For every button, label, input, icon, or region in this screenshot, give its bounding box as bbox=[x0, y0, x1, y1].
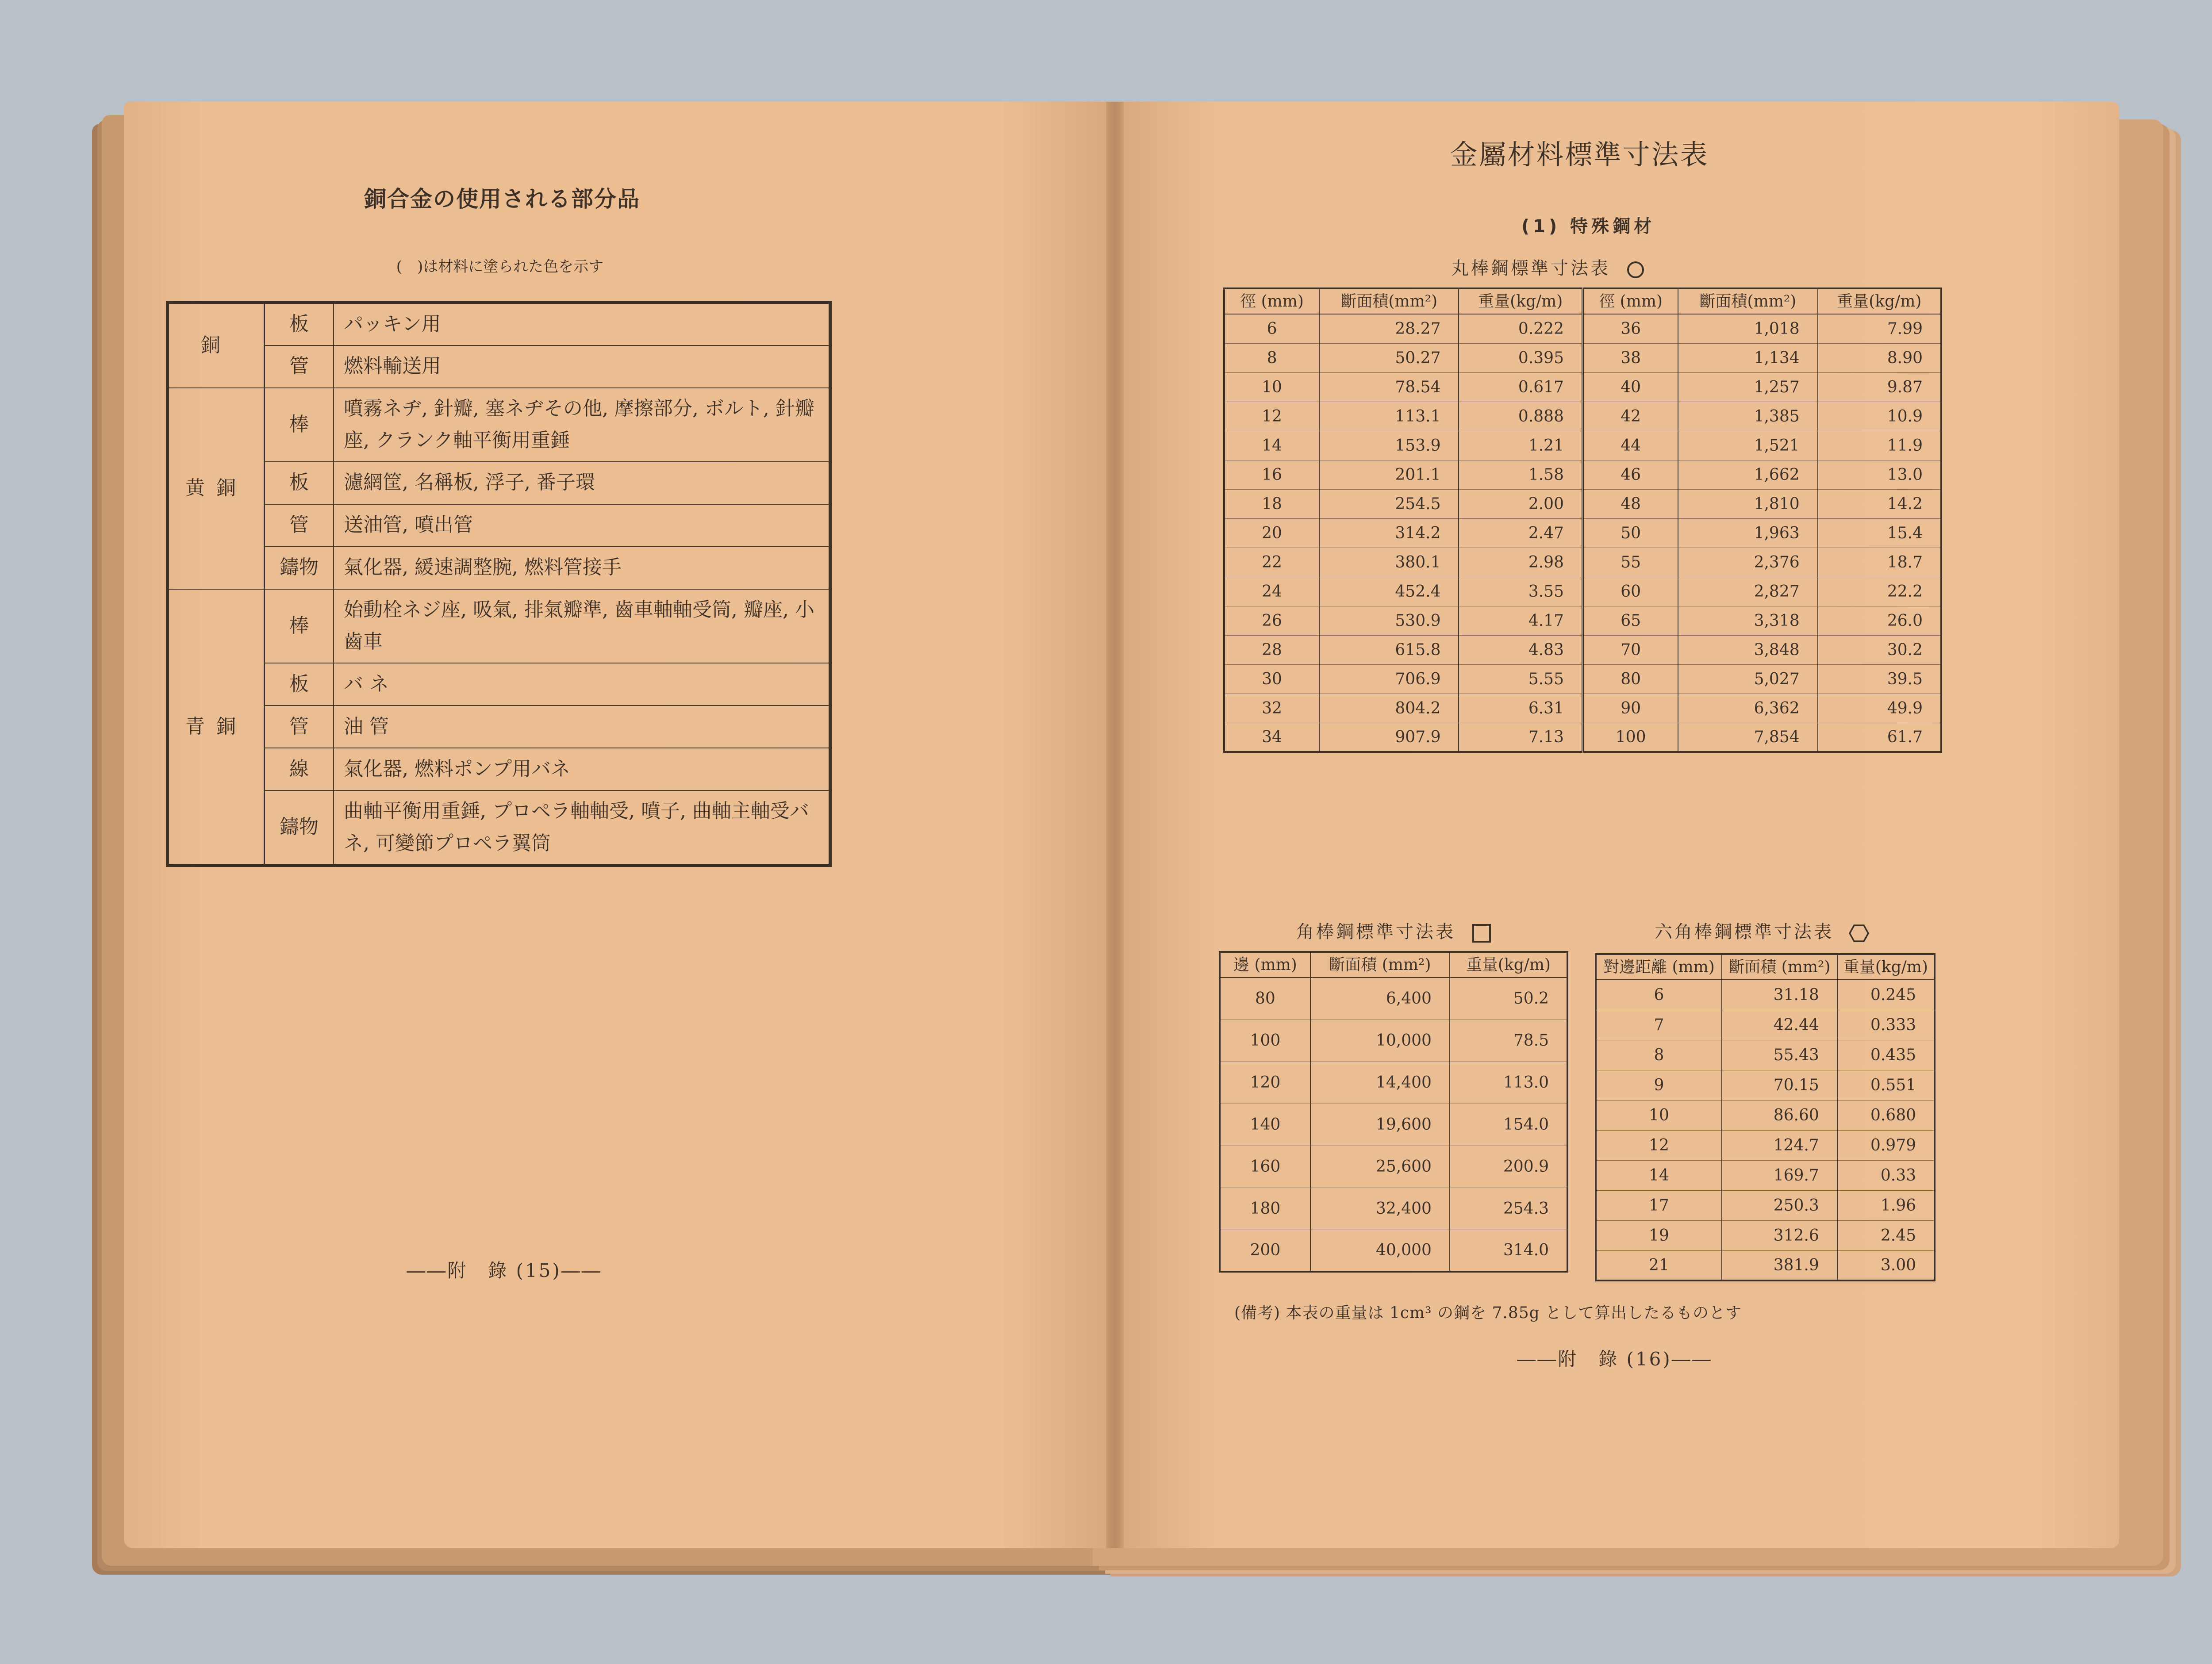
parts-row bbox=[168, 303, 830, 345]
square-bar-table-title: 角棒鋼標準寸法表 bbox=[1296, 922, 1455, 942]
table-row bbox=[1220, 978, 1567, 1020]
form-cell: 管 bbox=[265, 345, 334, 388]
table-cell: 1,018 bbox=[1678, 314, 1817, 343]
table-row bbox=[1224, 343, 1941, 372]
parts-cell: 送油管, 噴出管 bbox=[334, 504, 830, 547]
table-cell: 15.4 bbox=[1818, 518, 1941, 548]
square-bar-table bbox=[1219, 951, 1568, 1273]
hex-bar-table bbox=[1595, 953, 1936, 1281]
table-cell: 154.0 bbox=[1450, 1104, 1567, 1146]
table-row bbox=[1224, 548, 1941, 577]
column-header: 斷面積(mm²) bbox=[1319, 288, 1459, 314]
table-row bbox=[1596, 1250, 1935, 1281]
parts-cell: 氣化器, 燃料ポンプ用バネ bbox=[334, 748, 830, 790]
table-row bbox=[1224, 460, 1941, 489]
form-cell: 棒 bbox=[265, 388, 334, 462]
table-cell: 5.55 bbox=[1459, 664, 1582, 694]
table-cell: 0.33 bbox=[1837, 1160, 1935, 1190]
hex-bar-table-title: 六角棒鋼標準寸法表 bbox=[1655, 922, 1834, 942]
table-row bbox=[1596, 1160, 1935, 1190]
table-cell: 14 bbox=[1224, 431, 1319, 460]
table-cell: 530.9 bbox=[1319, 606, 1459, 635]
table-cell: 381.9 bbox=[1722, 1250, 1837, 1281]
table-cell: 13.0 bbox=[1818, 460, 1941, 489]
parts-cell: 油 管 bbox=[334, 705, 830, 748]
table-cell: 14 bbox=[1596, 1160, 1722, 1190]
table-row bbox=[1596, 1040, 1935, 1070]
table-cell: 1,662 bbox=[1678, 460, 1817, 489]
table-cell: 36 bbox=[1582, 314, 1678, 343]
table-cell: 21 bbox=[1596, 1250, 1722, 1281]
round-bar-table bbox=[1223, 288, 1942, 753]
round-bar-table-title: 丸棒鋼標準寸法表 bbox=[1451, 258, 1610, 279]
table-cell: 90 bbox=[1582, 694, 1678, 723]
table-cell: 312.6 bbox=[1722, 1220, 1837, 1250]
parts-row bbox=[168, 345, 830, 388]
table-cell: 12 bbox=[1224, 402, 1319, 431]
table-row bbox=[1224, 314, 1941, 343]
table-cell: 10,000 bbox=[1310, 1020, 1450, 1062]
table-cell: 31.18 bbox=[1722, 980, 1837, 1010]
left-page-subtitle: ( )は材料に塗られた色を示す bbox=[396, 258, 604, 276]
table-cell: 6,400 bbox=[1310, 978, 1450, 1020]
hexagon-icon bbox=[1849, 924, 1869, 943]
table-row bbox=[1596, 1190, 1935, 1220]
left-page-footer: ――附 錄 (15)―― bbox=[407, 1260, 602, 1281]
table-cell: 140 bbox=[1220, 1104, 1310, 1146]
form-cell: 線 bbox=[265, 748, 334, 790]
parts-cell: 燃料輸送用 bbox=[334, 345, 830, 388]
parts-row bbox=[168, 462, 830, 504]
table-cell: 2.47 bbox=[1459, 518, 1582, 548]
column-header: 對邊距離 (mm) bbox=[1596, 954, 1722, 980]
metal-cell: 青銅 bbox=[168, 589, 265, 866]
remarks-note: (備考) 本表の重量は 1cm³ の鋼を 7.85g として算出したるものとす bbox=[1234, 1304, 1742, 1322]
table-cell: 28.27 bbox=[1319, 314, 1459, 343]
table-cell: 11.9 bbox=[1818, 431, 1941, 460]
metal-cell: 銅 bbox=[168, 303, 265, 388]
book-gutter bbox=[1106, 102, 1124, 1548]
table-cell: 113.0 bbox=[1450, 1062, 1567, 1104]
table-cell: 7 bbox=[1596, 1010, 1722, 1040]
table-cell: 1,521 bbox=[1678, 431, 1817, 460]
table-cell: 254.3 bbox=[1450, 1188, 1567, 1230]
parts-cell: 噴霧ネヂ, 針瓣, 塞ネヂその他, 摩擦部分, ボルト, 針瓣座, クランク軸平衡用重錘 bbox=[334, 388, 830, 462]
table-row bbox=[1224, 635, 1941, 664]
form-cell: 棒 bbox=[265, 589, 334, 663]
table-cell: 30 bbox=[1224, 664, 1319, 694]
table-cell: 42.44 bbox=[1722, 1010, 1837, 1040]
column-header: 重量(kg/m) bbox=[1818, 288, 1941, 314]
table-cell: 452.4 bbox=[1319, 577, 1459, 606]
left-page-title: 銅合金の使用される部分品 bbox=[364, 186, 640, 212]
table-cell: 48 bbox=[1582, 489, 1678, 518]
round-bar-table-label bbox=[1451, 254, 1644, 280]
column-header: 重量(kg/m) bbox=[1450, 952, 1567, 978]
table-cell: 26.0 bbox=[1818, 606, 1941, 635]
table-cell: 2.00 bbox=[1459, 489, 1582, 518]
table-cell: 30.2 bbox=[1818, 635, 1941, 664]
table-cell: 7,854 bbox=[1678, 723, 1817, 752]
parts-cell: バ ネ bbox=[334, 663, 830, 705]
column-header: 斷面積 (mm²) bbox=[1310, 952, 1450, 978]
right-page-title: 金屬材料標準寸法表 bbox=[1450, 138, 1709, 171]
table-cell: 314.2 bbox=[1319, 518, 1459, 548]
table-cell: 113.1 bbox=[1319, 402, 1459, 431]
table-row bbox=[1220, 1062, 1567, 1104]
table-cell: 10 bbox=[1596, 1100, 1722, 1130]
table-cell: 200.9 bbox=[1450, 1146, 1567, 1188]
table-cell: 1.58 bbox=[1459, 460, 1582, 489]
table-row bbox=[1596, 1100, 1935, 1130]
table-row bbox=[1224, 664, 1941, 694]
table-cell: 201.1 bbox=[1319, 460, 1459, 489]
right-page-footer: ――附 錄 (16)―― bbox=[1517, 1348, 1713, 1370]
section-heading: (1) 特殊鋼材 bbox=[1521, 216, 1655, 237]
form-cell: 鑄物 bbox=[265, 547, 334, 589]
table-cell: 9 bbox=[1596, 1070, 1722, 1100]
table-cell: 0.222 bbox=[1459, 314, 1582, 343]
table-cell: 0.888 bbox=[1459, 402, 1582, 431]
parts-row bbox=[168, 547, 830, 589]
form-cell: 板 bbox=[265, 663, 334, 705]
table-row bbox=[1224, 694, 1941, 723]
form-cell: 管 bbox=[265, 504, 334, 547]
column-header: 徑 (mm) bbox=[1224, 288, 1319, 314]
table-cell: 0.979 bbox=[1837, 1130, 1935, 1160]
table-cell: 8 bbox=[1596, 1040, 1722, 1070]
table-cell: 18 bbox=[1224, 489, 1319, 518]
table-cell: 44 bbox=[1582, 431, 1678, 460]
parts-row bbox=[168, 589, 830, 663]
table-cell: 50.27 bbox=[1319, 343, 1459, 372]
table-row bbox=[1224, 723, 1941, 752]
table-cell: 14,400 bbox=[1310, 1062, 1450, 1104]
table-cell: 314.0 bbox=[1450, 1230, 1567, 1272]
table-row bbox=[1224, 518, 1941, 548]
table-cell: 0.245 bbox=[1837, 980, 1935, 1010]
parts-cell: 曲軸平衡用重錘, プロペラ軸軸受, 噴子, 曲軸主軸受バネ, 可變節プロペラ翼筒 bbox=[334, 790, 830, 866]
table-cell: 2,827 bbox=[1678, 577, 1817, 606]
parts-row bbox=[168, 748, 830, 790]
column-header: 重量(kg/m) bbox=[1837, 954, 1935, 980]
table-row bbox=[1596, 1220, 1935, 1250]
table-cell: 615.8 bbox=[1319, 635, 1459, 664]
table-cell: 6 bbox=[1596, 980, 1722, 1010]
parts-row bbox=[168, 705, 830, 748]
table-cell: 55 bbox=[1582, 548, 1678, 577]
table-cell: 8 bbox=[1224, 343, 1319, 372]
table-cell: 65 bbox=[1582, 606, 1678, 635]
form-cell: 板 bbox=[265, 303, 334, 345]
table-cell: 250.3 bbox=[1722, 1190, 1837, 1220]
parts-row bbox=[168, 663, 830, 705]
table-row bbox=[1220, 1188, 1567, 1230]
table-cell: 61.7 bbox=[1818, 723, 1941, 752]
table-cell: 100 bbox=[1220, 1020, 1310, 1062]
table-cell: 124.7 bbox=[1722, 1130, 1837, 1160]
table-cell: 28 bbox=[1224, 635, 1319, 664]
table-cell: 3,848 bbox=[1678, 635, 1817, 664]
table-cell: 706.9 bbox=[1319, 664, 1459, 694]
table-cell: 26 bbox=[1224, 606, 1319, 635]
table-cell: 49.9 bbox=[1818, 694, 1941, 723]
table-cell: 3.55 bbox=[1459, 577, 1582, 606]
table-cell: 22 bbox=[1224, 548, 1319, 577]
table-row bbox=[1224, 606, 1941, 635]
column-header: 重量(kg/m) bbox=[1459, 288, 1582, 314]
table-cell: 1,385 bbox=[1678, 402, 1817, 431]
table-cell: 1,963 bbox=[1678, 518, 1817, 548]
table-cell: 200 bbox=[1220, 1230, 1310, 1272]
table-cell: 19 bbox=[1596, 1220, 1722, 1250]
copper-alloy-parts-table bbox=[166, 301, 832, 867]
table-row bbox=[1220, 1020, 1567, 1062]
table-cell: 153.9 bbox=[1319, 431, 1459, 460]
table-cell: 0.435 bbox=[1837, 1040, 1935, 1070]
column-header: 斷面積(mm²) bbox=[1678, 288, 1817, 314]
table-cell: 380.1 bbox=[1319, 548, 1459, 577]
table-cell: 0.395 bbox=[1459, 343, 1582, 372]
parts-row bbox=[168, 504, 830, 547]
table-cell: 40 bbox=[1582, 372, 1678, 402]
table-cell: 60 bbox=[1582, 577, 1678, 606]
table-cell: 180 bbox=[1220, 1188, 1310, 1230]
table-cell: 38 bbox=[1582, 343, 1678, 372]
table-cell: 2,376 bbox=[1678, 548, 1817, 577]
table-cell: 1,810 bbox=[1678, 489, 1817, 518]
table-row bbox=[1224, 372, 1941, 402]
table-cell: 6.31 bbox=[1459, 694, 1582, 723]
column-header: 徑 (mm) bbox=[1582, 288, 1678, 314]
table-cell: 10.9 bbox=[1818, 402, 1941, 431]
table-cell: 6,362 bbox=[1678, 694, 1817, 723]
table-row bbox=[1224, 489, 1941, 518]
table-cell: 0.551 bbox=[1837, 1070, 1935, 1100]
table-cell: 34 bbox=[1224, 723, 1319, 752]
form-cell: 板 bbox=[265, 462, 334, 504]
table-cell: 10 bbox=[1224, 372, 1319, 402]
header-row bbox=[1596, 954, 1935, 980]
table-row bbox=[1224, 577, 1941, 606]
table-cell: 0.680 bbox=[1837, 1100, 1935, 1130]
table-cell: 24 bbox=[1224, 577, 1319, 606]
parts-row bbox=[168, 388, 830, 462]
table-row bbox=[1596, 1010, 1935, 1040]
table-cell: 3,318 bbox=[1678, 606, 1817, 635]
square-bar-table-label bbox=[1296, 918, 1491, 943]
column-header: 邊 (mm) bbox=[1220, 952, 1310, 978]
table-cell: 100 bbox=[1582, 723, 1678, 752]
table-cell: 39.5 bbox=[1818, 664, 1941, 694]
metal-cell: 黄銅 bbox=[168, 388, 265, 589]
table-cell: 25,600 bbox=[1310, 1146, 1450, 1188]
table-cell: 5,027 bbox=[1678, 664, 1817, 694]
table-cell: 12 bbox=[1596, 1130, 1722, 1160]
table-cell: 18.7 bbox=[1818, 548, 1941, 577]
table-cell: 70 bbox=[1582, 635, 1678, 664]
table-cell: 86.60 bbox=[1722, 1100, 1837, 1130]
table-cell: 7.99 bbox=[1818, 314, 1941, 343]
table-cell: 78.54 bbox=[1319, 372, 1459, 402]
table-cell: 14.2 bbox=[1818, 489, 1941, 518]
parts-cell: 濾網筐, 名稱板, 浮子, 番子環 bbox=[334, 462, 830, 504]
table-row bbox=[1596, 1130, 1935, 1160]
table-cell: 42 bbox=[1582, 402, 1678, 431]
table-cell: 1.96 bbox=[1837, 1190, 1935, 1220]
table-cell: 32 bbox=[1224, 694, 1319, 723]
header-row bbox=[1220, 952, 1567, 978]
table-cell: 80 bbox=[1220, 978, 1310, 1020]
table-cell: 46 bbox=[1582, 460, 1678, 489]
table-cell: 32,400 bbox=[1310, 1188, 1450, 1230]
table-cell: 1,134 bbox=[1678, 343, 1817, 372]
circle-icon bbox=[1627, 261, 1644, 278]
hex-bar-table-label bbox=[1655, 918, 1869, 943]
form-cell: 管 bbox=[265, 705, 334, 748]
table-cell: 804.2 bbox=[1319, 694, 1459, 723]
table-cell: 4.83 bbox=[1459, 635, 1582, 664]
table-row bbox=[1220, 1146, 1567, 1188]
parts-cell: パッキン用 bbox=[334, 303, 830, 345]
table-cell: 22.2 bbox=[1818, 577, 1941, 606]
table-cell: 1,257 bbox=[1678, 372, 1817, 402]
table-row bbox=[1596, 980, 1935, 1010]
square-icon bbox=[1472, 924, 1491, 943]
table-row bbox=[1224, 431, 1941, 460]
table-cell: 169.7 bbox=[1722, 1160, 1837, 1190]
table-cell: 19,600 bbox=[1310, 1104, 1450, 1146]
table-cell: 0.333 bbox=[1837, 1010, 1935, 1040]
table-cell: 254.5 bbox=[1319, 489, 1459, 518]
table-cell: 8.90 bbox=[1818, 343, 1941, 372]
table-cell: 1.21 bbox=[1459, 431, 1582, 460]
table-cell: 50 bbox=[1582, 518, 1678, 548]
table-row bbox=[1224, 402, 1941, 431]
table-cell: 80 bbox=[1582, 664, 1678, 694]
table-cell: 0.617 bbox=[1459, 372, 1582, 402]
table-cell: 907.9 bbox=[1319, 723, 1459, 752]
table-cell: 160 bbox=[1220, 1146, 1310, 1188]
table-cell: 40,000 bbox=[1310, 1230, 1450, 1272]
table-cell: 20 bbox=[1224, 518, 1319, 548]
table-cell: 6 bbox=[1224, 314, 1319, 343]
table-cell: 7.13 bbox=[1459, 723, 1582, 752]
table-cell: 9.87 bbox=[1818, 372, 1941, 402]
parts-row bbox=[168, 790, 830, 866]
table-cell: 2.98 bbox=[1459, 548, 1582, 577]
table-row bbox=[1220, 1104, 1567, 1146]
table-cell: 4.17 bbox=[1459, 606, 1582, 635]
table-cell: 70.15 bbox=[1722, 1070, 1837, 1100]
table-cell: 3.00 bbox=[1837, 1250, 1935, 1281]
parts-cell: 始動栓ネジ座, 吸氣, 排氣瓣準, 齒車軸軸受筒, 瓣座, 小齒車 bbox=[334, 589, 830, 663]
column-header: 斷面積 (mm²) bbox=[1722, 954, 1837, 980]
table-cell: 2.45 bbox=[1837, 1220, 1935, 1250]
table-row bbox=[1596, 1070, 1935, 1100]
table-cell: 17 bbox=[1596, 1190, 1722, 1220]
parts-cell: 氣化器, 緩速調整腕, 燃料管接手 bbox=[334, 547, 830, 589]
table-row bbox=[1220, 1230, 1567, 1272]
header-row bbox=[1224, 288, 1941, 314]
table-cell: 120 bbox=[1220, 1062, 1310, 1104]
table-cell: 16 bbox=[1224, 460, 1319, 489]
table-cell: 50.2 bbox=[1450, 978, 1567, 1020]
table-cell: 55.43 bbox=[1722, 1040, 1837, 1070]
table-cell: 78.5 bbox=[1450, 1020, 1567, 1062]
form-cell: 鑄物 bbox=[265, 790, 334, 866]
